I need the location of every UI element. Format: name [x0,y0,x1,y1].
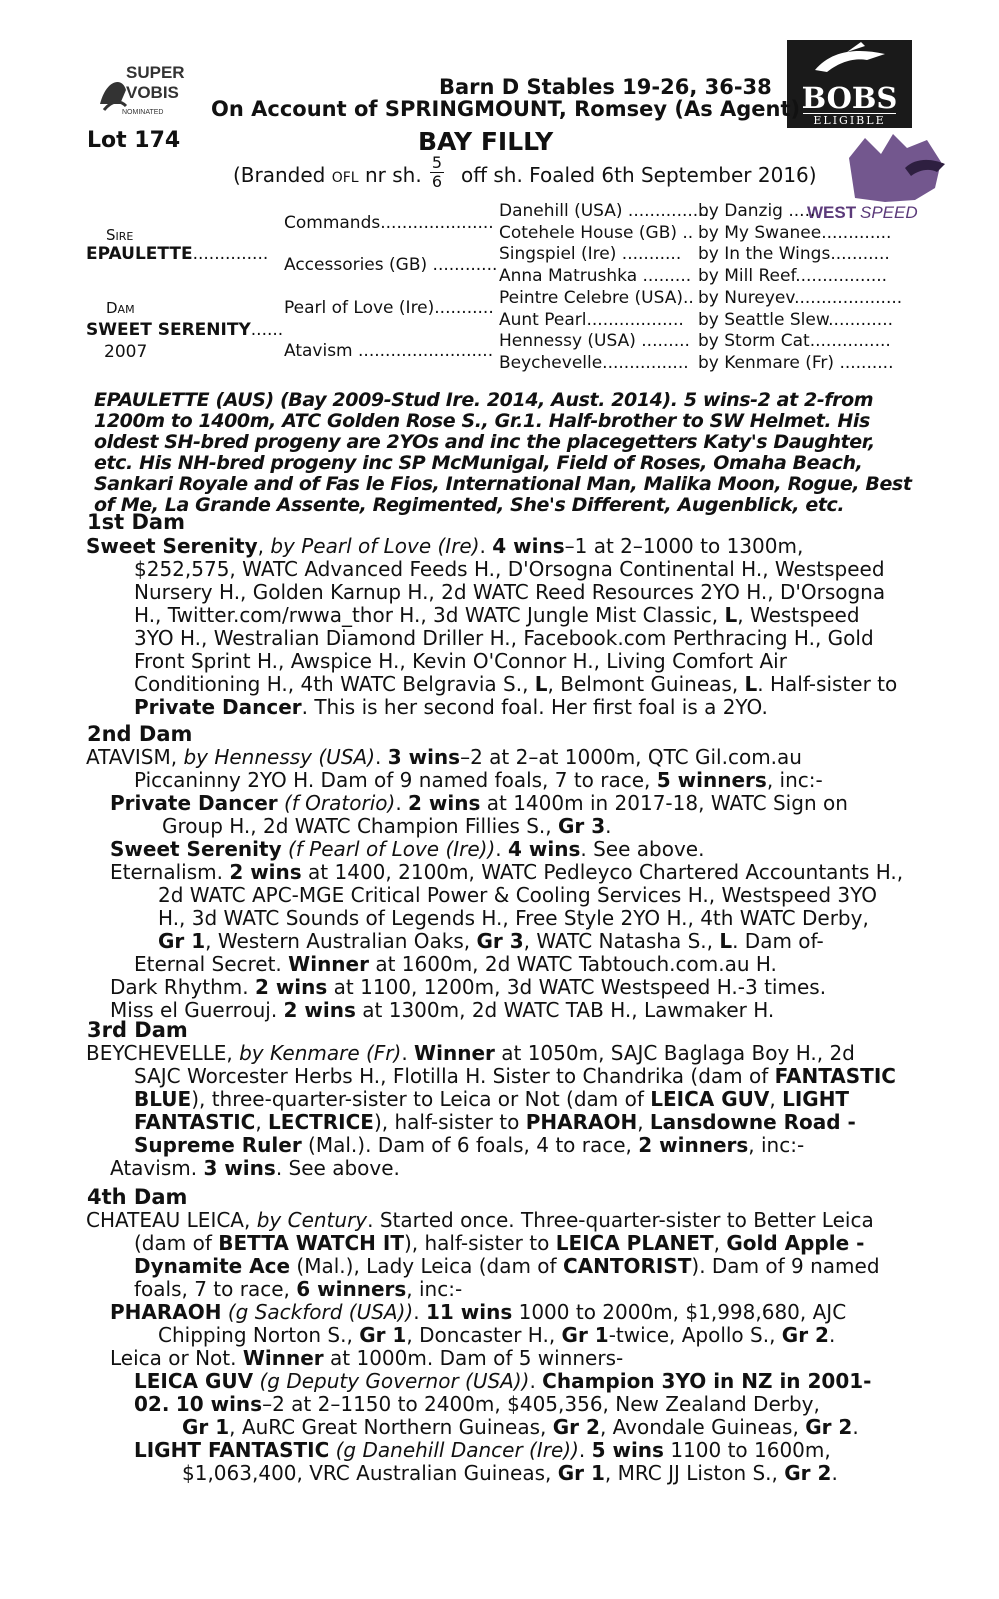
fourth-dam-heading: 4th Dam [87,1185,188,1209]
vobis-text: VOBIS [126,83,179,102]
lot-number: Lot 174 [87,128,181,153]
dam2-line: 2d WATC APC-MGE Critical Power & Cooling Services H., Westspeed 3YO [158,883,877,907]
dam-dots: ...... [250,320,284,340]
west-text: WEST [807,203,857,222]
dam1-line: Nursery H., Golden Karnup H., 2d WATC Reed Resources 2YO H., D'Orsogna [134,580,886,604]
nominated-text: NOMINATED [122,109,164,116]
dam1-line: Front Sprint H., Awspice H., Kevin O'Connor H., Living Comfort Air [134,649,787,673]
bobs-text: BOBS [801,81,898,115]
great-grandparent-sire: by Danzig ..... [698,201,816,221]
vendor-account: On Account of SPRINGMOUNT, Romsey (As Agent) [211,97,801,121]
second-dam-section: ATAVISM, by Hennessy (USA). 3 wins–2 at 2–at 1000m, QTC Gil.com.au Piccaninny 2YO H. Dam of 9 named foals, 7 to race, 5 winners, inc:- Private Dancer (f Oratorio). 2 wins at 1400m in 2017-18, WATC Sign on Group H., 2d WATC Champion Fillies S., Gr 3. Sweet Serenity (f Pearl of Love (Ire)). 4 wins. See above. Eternalism. 2 wins at 1400, 2100m, WATC Pedleyco Chartered Accountants H., 2d WATC APC-MGE Critical Power & Cooling Services H., Westspeed 3YO H., 3d WATC Sounds of Legends H., Free Style 2YO H., 4th WATC Derby, Gr 1, Western Australian Oaks, Gr 3, WATC Natasha S., L. Dam of- Eternal Secret. Winner at 1600m, 2d WATC Tabtouch.com.au H. Dark Rhythm. 2 wins at 1100, 1200m, 3d WATC Westspeed H.-3 times. Miss el Guerrouj. 2 wins at 1300m, 2d WATC TAB H., Lawmaker H. [86,746,906,1022]
fraction-numerator: 5 [431,153,443,172]
grandsire: Commands..................... [284,213,494,233]
great-grandparent-sire: by In the Wings........... [698,244,890,265]
great-grandparent-sire: by Seattle Slew............ [698,309,894,330]
fraction-denominator: 6 [431,172,443,191]
super-vobis-logo [96,60,196,122]
third-dam-section: BEYCHEVELLE, by Kenmare (Fr). Winner at 1050m, SAJC Baglaga Boy H., 2d SAJC Worcester Herbs H., Flotilla H. Sister to Chandrika (dam of FANTASTIC BLUE), three-quarter-sister to Leica or Not (dam of LEICA GUV, LIGHT FANTASTIC, LECTRICE), half-sister to PHARAOH, Lansdowne Road - Supreme Ruler (Mal.). Dam of 6 foals, 4 to race, 2 winners, inc:- Atavism. 3 wins. See above. [86,1041,896,1180]
dam1-line: $252,575, WATC Advanced Feeds H., D'Orsogna Continental H., Westspeed [134,557,885,581]
dam1-line: 3YO H., Westralian Diamond Driller H., Facebook.com Perthracing H., Gold [134,626,874,650]
great-grandparent-sire: by Nureyev.................... [698,287,903,308]
dam-year: 2007 [104,342,148,362]
great-grandparent: Aunt Pearl.................. [499,309,684,330]
brand-line [233,163,422,187]
sire-summary-line: of Me, La Grande Assente, Regimented, She's Different, Augenblick, etc. [94,494,845,516]
great-grandparent-sire: by My Swanee............. [698,222,892,243]
dam-label: Dam [106,299,135,317]
great-grandparent: Hennessy (USA) ......... [499,331,690,352]
sire-summary-line: etc. His NH-bred progeny inc SP McMunigal, Field of Roses, Omaha Beach, [94,452,863,474]
sire-dots: .............. [192,244,269,264]
great-grandparent: Peintre Celebre (USA).. [499,287,694,308]
granddam: Atavism ......................... [284,341,494,361]
brand-mid: nr sh. [364,163,422,187]
great-grandparent-sire: by Storm Cat............... [698,331,891,352]
sire-summary-line: EPAULETTE (AUS) (Bay 2009-Stud Ire. 2014, Aust. 2014). 5 wins-2 at 2-from [94,389,874,411]
fourth-dam-section: CHATEAU LEICA, by Century. Started once. Three-quarter-sister to Better Leica (dam of BETTA WATCH IT), half-sister to LEICA PLANET, Gold Apple - Dynamite Ace (Mal.), Lady Leica (dam of CANTORIST). Dam of 9 named foals, 7 to race, 6 winners, inc:- PHARAOH (g Sackford (USA)). 11 wins 1000 to 2000m, $1,998,680, AJC Chipping Norton S., Gr 1, Doncaster H., Gr 1-twice, Apollo S., Gr 2. Leica or Not. Winner at 1000m. Dam of 5 winners- LEICA GUV (g Deputy Governor (USA)). Champion 3YO in NZ in 2001- 02. 10 wins–2 at 2–1150 to 2400m, $405,356, New Zealand Derby, Gr 1, AuRC Great Northern Guineas, Gr 2, Avondale Guineas, Gr 2. LIGHT FANTASTIC (g Danehill Dancer (Ire)). 5 wins 1100 to 1600m, $1,063,400, VRC Australian Guineas, Gr 1, MRC JJ Liston S., Gr 2. [86,1208,880,1485]
great-grandparent-sire: by Mill Reef................. [698,266,888,287]
great-grandparent: Danehill (USA) ............... [499,201,709,221]
brand-mark: OFL [331,170,359,186]
dam2-line: H., 3d WATC Sounds of Legends H., Free Style 2YO H., 4th WATC Derby, [158,906,869,930]
first-dam-heading: 1st Dam [87,510,185,534]
great-grandparent: Cotehele House (GB) .. [499,222,694,243]
third-dam-heading: 3rd Dam [87,1018,188,1042]
dam-row [86,320,283,340]
great-grandparent: Anna Matrushka ......... [499,266,692,287]
dam-name: SWEET SERENITY [86,320,251,340]
sire-summary-line: oldest SH-bred progeny are 2YOs and inc the placegetters Katy's Daughter, [94,431,875,453]
bobs-eligible-logo [787,40,912,128]
sire-summary-line: 1200m to 1400m, ATC Golden Rose S., Gr.1. Half-brother to SW Helmet. His [94,410,870,432]
great-grandparent: Singspiel (Ire) ........... [499,244,682,265]
great-grandparent-sire: by Kenmare (Fr) .......... [698,352,894,373]
sire-summary [94,390,914,516]
great-grandparent: Beychevelle................ [499,352,689,373]
granddam-sire-side: Accessories (GB) ............ [284,255,498,275]
brand-prefix: (Branded [233,163,326,187]
sire-name: EPAULETTE [86,244,193,264]
dam1-name: Sweet Serenity [86,534,258,558]
speed-text: SPEED [860,203,918,222]
eligible-text: ELIGIBLE [803,113,896,127]
sire-label: Sire [106,226,134,244]
sire-row [86,244,268,264]
lot-title: BAY FILLY [418,127,554,156]
grandsire-dam-side: Pearl of Love (Ire)........... [284,298,494,318]
brand-fraction [430,154,444,191]
westspeed-logo [807,128,955,224]
second-dam-heading: 2nd Dam [87,722,193,746]
barn-location: Barn D Stables 19-26, 36-38 [439,75,772,99]
super-text: SUPER [126,63,185,82]
sire-summary-line: Sankari Royale and of Fas le Fios, International Man, Malika Moon, Rogue, Best [94,473,912,495]
first-dam-section: Sweet Serenity, by Pearl of Love (Ire). 4 wins–1 at 2–1000 to 1300m, $252,575, WATC Advanced Feeds H., D'Orsogna Continental H., Westspeed Nursery H., Golden Karnup H., 2d WATC Reed Resources 2YO H., D'Orsogna H., Twitter.com/rwwa_thor H., 3d WATC Jungle Mist Classic, L, Westspeed 3YO H., Westralian Diamond Driller H., Facebook.com Perthracing H., Gold Front Sprint H., Awspice H., Kevin O'Connor H., Living Comfort Air Conditioning H., 4th WATC Belgravia S., L, Belmont Guineas, L. Half-sister to Private Dancer. This is her second foal. Her first foal is a 2YO. [86,535,906,719]
brand-suffix: off sh. Foaled 6th September 2016) [461,163,817,187]
bobs-horse-icon [787,40,912,80]
